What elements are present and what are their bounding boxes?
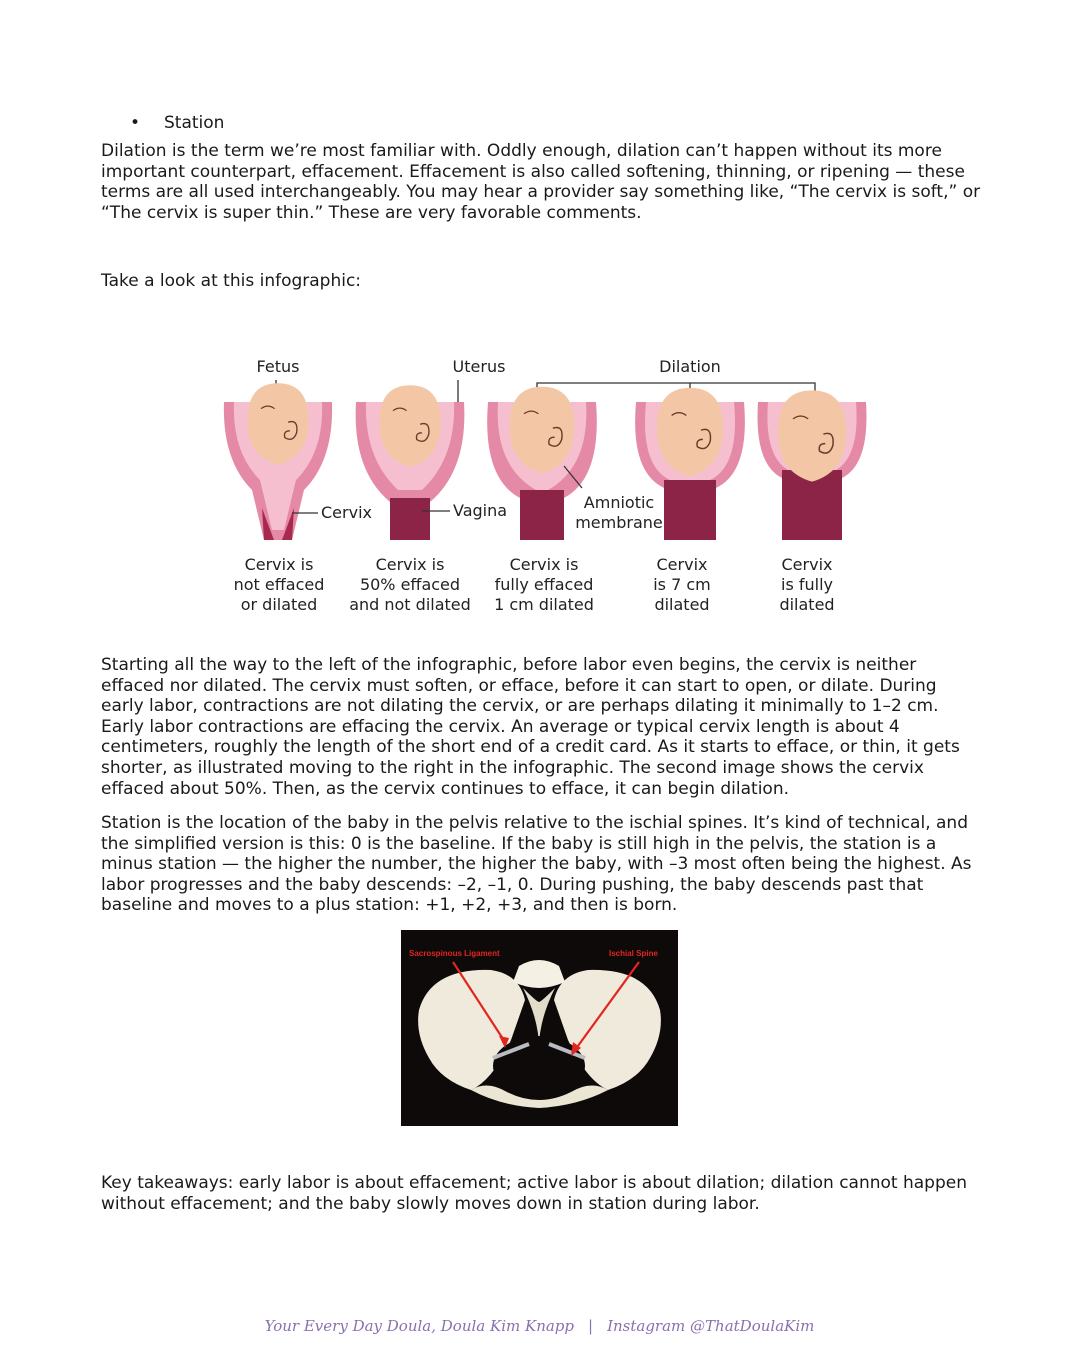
label-membrane: membrane [575, 513, 663, 532]
caption-stage-5 [779, 555, 834, 614]
paragraph-station-explanation: Station is the location of the baby in the pelvis relative to the ischial spines. It’s kind of technical, and the simplified version is this: 0 is the baseline. If the baby is still high in the pelvis, the station is a minus station — the higher the number, the higher the baby, with –3 most often being the highest. As labor progresses and the baby descends: –2, –1, 0. During pushing, the baby descends past that baseline and moves to a plus station: +1, +2, +3, and then is born. [101, 813, 972, 916]
caption-line: not effaced [233, 575, 325, 594]
caption-line: 1 cm dilated [494, 595, 594, 614]
caption-line: dilated [779, 595, 835, 614]
caption-line: 50% effaced [359, 575, 461, 594]
label-uterus: Uterus [452, 357, 506, 376]
page-footer [0, 1317, 1079, 1335]
pelvis-model-photo [401, 930, 678, 1126]
bullet-marker: • [130, 113, 141, 133]
caption-line: and not dilated [349, 595, 471, 614]
caption-line: Cervix is [509, 555, 579, 574]
bullet-list-item [130, 112, 224, 134]
footer-instagram: Instagram @ThatDoulaKim [607, 1317, 815, 1335]
label-dilation: Dilation [659, 357, 721, 376]
caption-stage-2 [349, 555, 471, 614]
caption-stage-1 [234, 555, 325, 614]
caption-stage-3 [494, 555, 594, 614]
caption-line: Cervix is [244, 555, 314, 574]
uterus-stage-1 [224, 383, 332, 540]
label-amniotic: Amniotic [583, 493, 655, 512]
caption-line: Cervix [781, 555, 833, 574]
label-cervix: Cervix [321, 503, 372, 522]
cervix-effacement-infographic [196, 340, 886, 630]
bullet-text: Station [164, 113, 225, 133]
label-sacrospinous-ligament: Sacrospinous Ligament [409, 949, 500, 958]
paragraph-infographic-intro: Take a look at this infographic: [101, 271, 362, 291]
caption-stage-4 [653, 555, 711, 614]
caption-line: fully effaced [494, 575, 594, 594]
paragraph-dilation-intro: Dilation is the term we’re most familiar with. Oddly enough, dilation can’t happen without its more important counterpart, effacement. Effacement is also called softening, thinning, or ripening — these terms are all used interchangeably. You may hear a provider say something like, “The cervix is soft,” or “The cervix is super thin.” These are very favorable comments. [101, 141, 981, 223]
paragraph-key-takeaways: Key takeaways: early labor is about effacement; active labor is about dilation; dilation cannot happen without effacement; and the baby slowly moves down in station during labor. [101, 1173, 967, 1214]
caption-line: Cervix is [375, 555, 445, 574]
caption-line: is fully [781, 575, 833, 594]
uterus-stage-5 [758, 390, 867, 540]
label-ischial-spine: Ischial Spine [609, 949, 658, 958]
caption-line: or dilated [240, 595, 318, 614]
caption-line: Cervix [656, 555, 708, 574]
footer-author: Your Every Day Doula, Doula Kim Knapp [264, 1317, 575, 1335]
footer-separator: | [588, 1317, 594, 1335]
caption-line: dilated [654, 595, 710, 614]
caption-line: is 7 cm [653, 575, 711, 594]
paragraph-infographic-explanation: Starting all the way to the left of the infographic, before labor even begins, the cervix is neither effaced nor dilated. The cervix must soften, or efface, before it can start to open, or dilate. During early labor, contractions are not dilating the cervix, or are perhaps dilating it minimally to 1–2 cm. Early labor contractions are effacing the cervix. An average or typical cervix length is about 4 centimeters, roughly the length of the short end of a credit card. As it starts to efface, or thin, it gets shorter, as illustrated moving to the right in the infographic. The second image shows the cervix effaced about 50%. Then, as the cervix continues to efface, it can begin dilation. [101, 655, 960, 799]
label-fetus: Fetus [256, 357, 300, 376]
label-vagina: Vagina [453, 501, 508, 520]
